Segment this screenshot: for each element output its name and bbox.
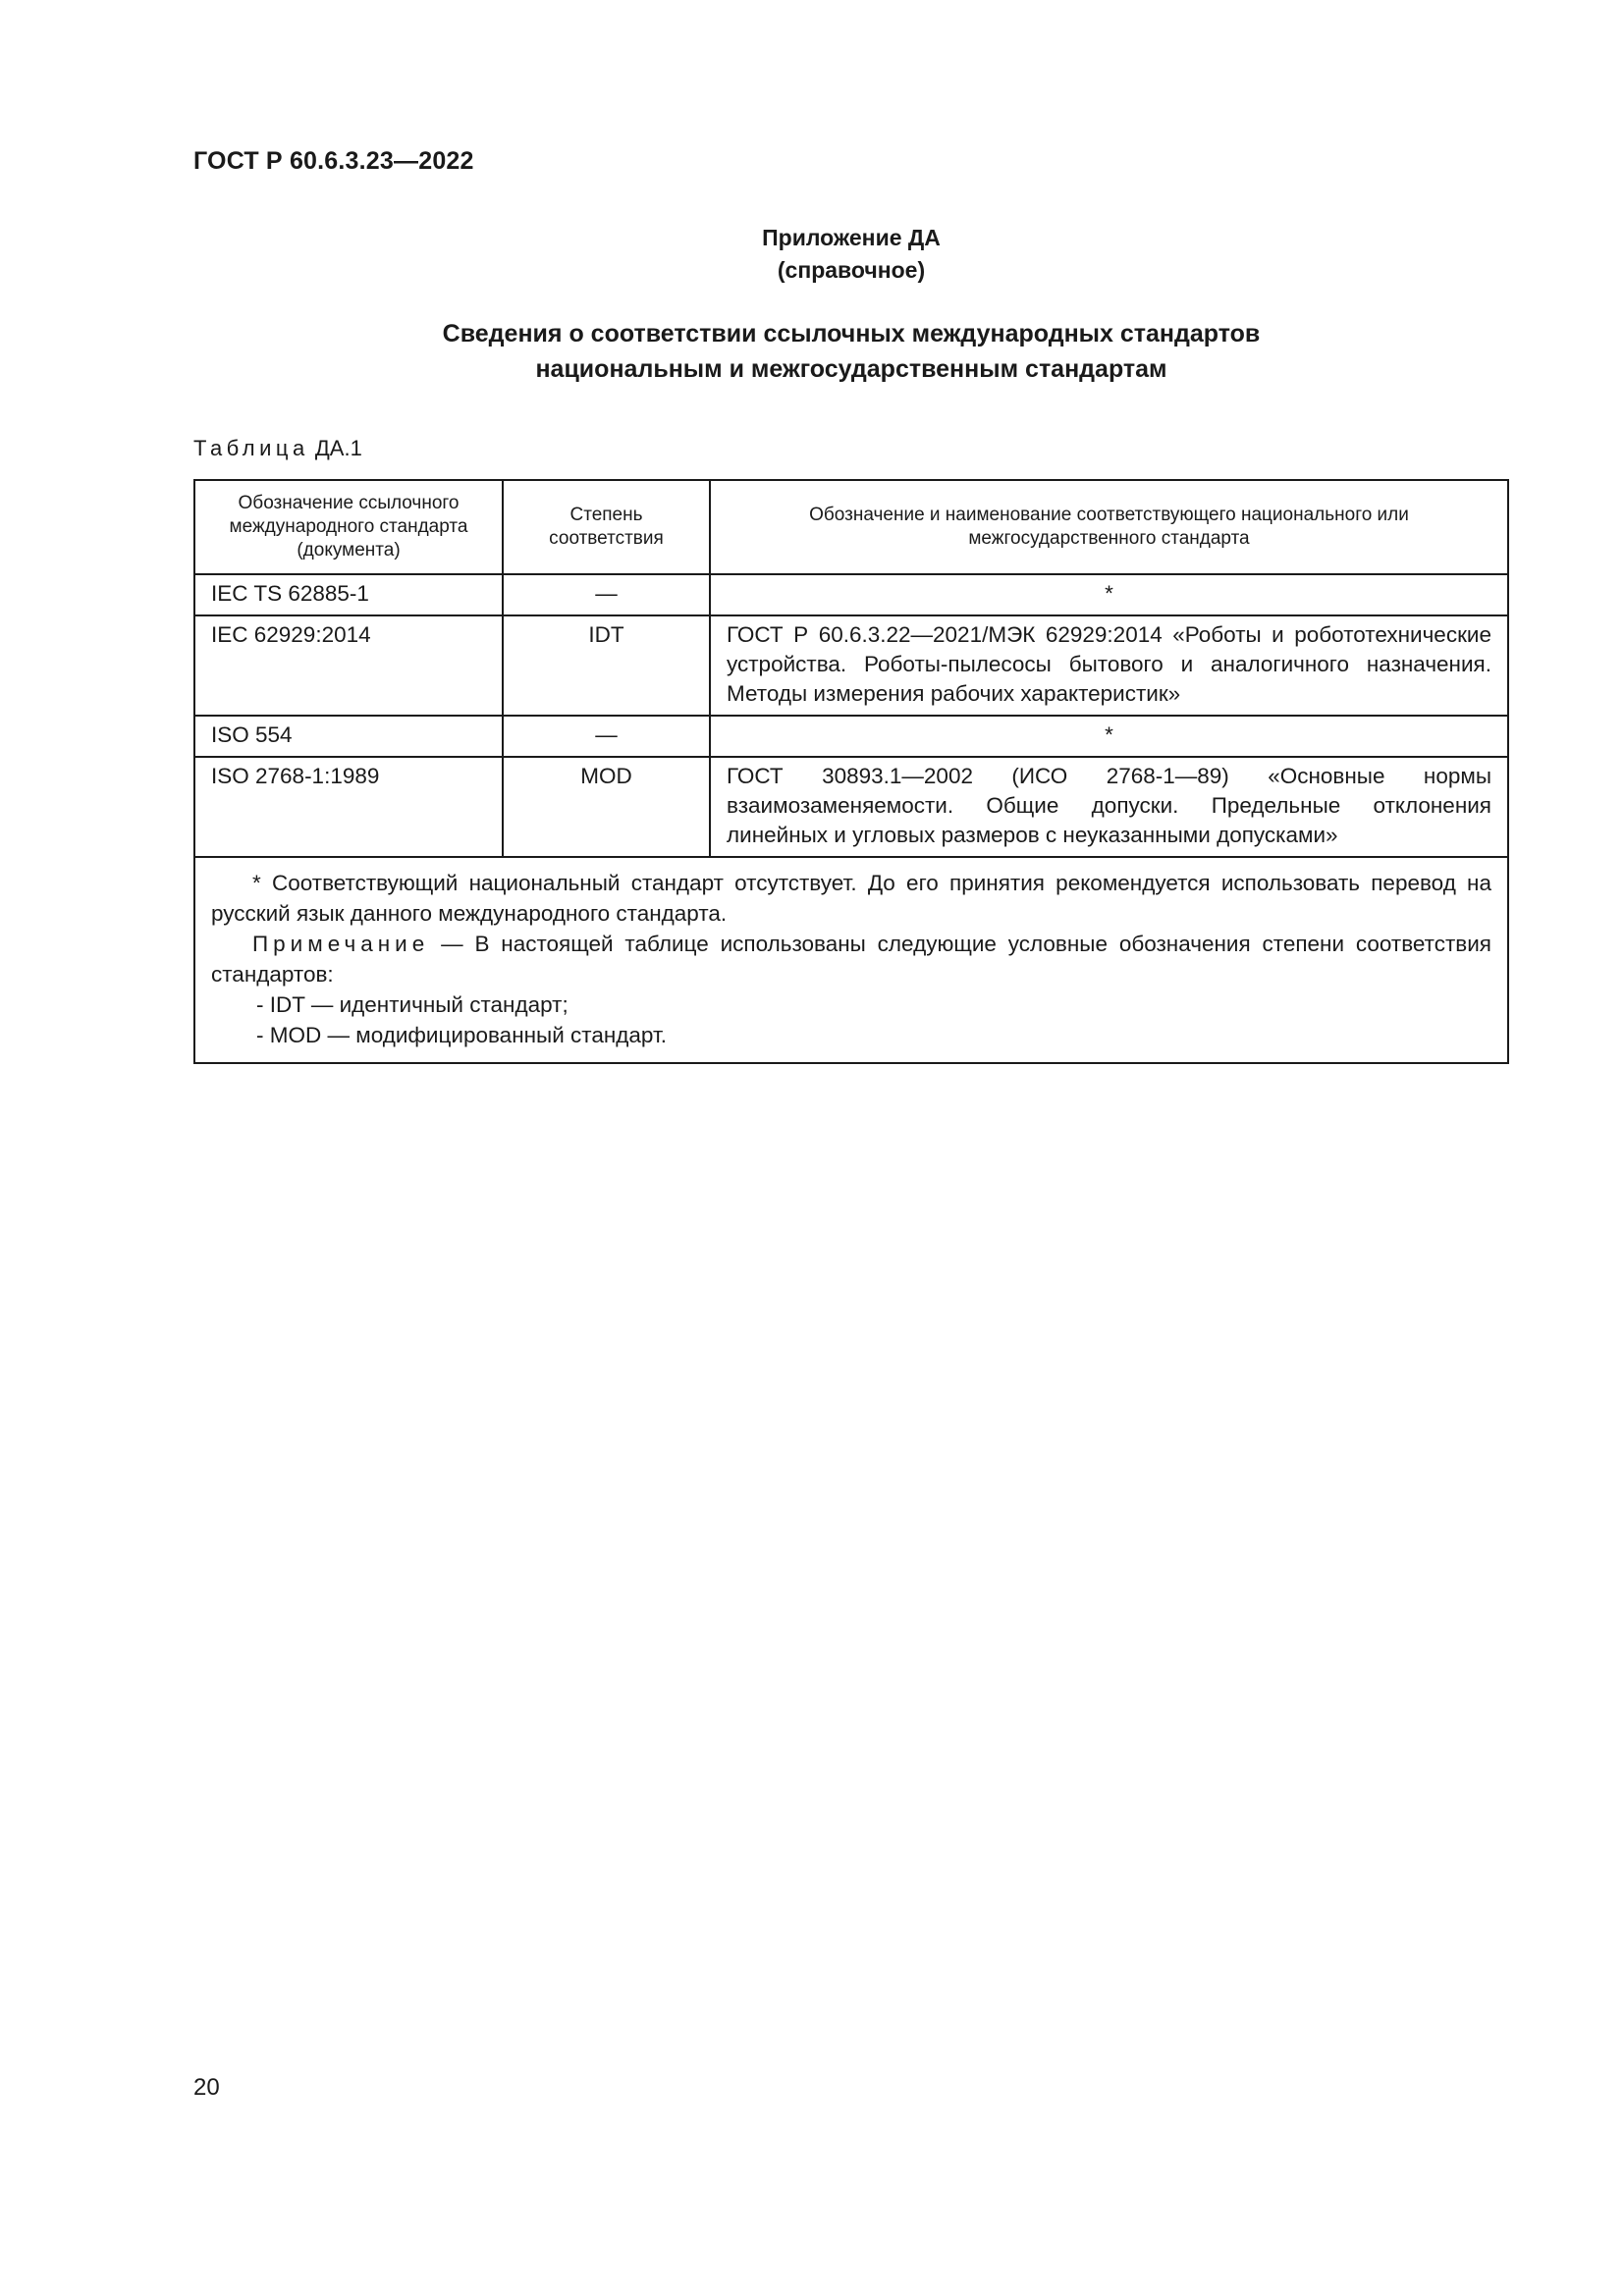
table-header-row <box>194 480 1508 574</box>
header-ref-standard: Обозначение ссылочного международного стандарта (документа) <box>194 480 503 574</box>
table-row <box>194 574 1508 615</box>
page-number: 20 <box>193 2074 220 2101</box>
cell-ref: IEC 62929:2014 <box>194 615 503 716</box>
annex-kind: (справочное) <box>777 257 926 283</box>
table-footnote-row <box>194 857 1508 1063</box>
cell-national: ГОСТ Р 60.6.3.22—2021/МЭК 62929:2014 «Роботы и робототехнические устройства. Роботы-пылесосы бытового и аналогичного назначения. Методы измерения рабочих характеристик» <box>710 615 1508 716</box>
annex-heading-line-1: Сведения о соответствии ссылочных международных стандартов <box>442 320 1261 347</box>
table-row <box>194 615 1508 716</box>
note-word: Примечание <box>252 932 430 956</box>
legend-item: - IDT — идентичный стандарт; <box>256 992 568 1017</box>
cell-degree: — <box>503 716 710 757</box>
table-caption <box>193 436 362 461</box>
footnote-text: * Соответствующий национальный стандарт отсутствует. До его принятия рекомендуется использовать перевод на русский язык данного международного стандарта. <box>211 871 1491 926</box>
cell-ref: IEC TS 62885-1 <box>194 574 503 615</box>
standards-table <box>193 479 1509 1064</box>
cell-degree: IDT <box>503 615 710 716</box>
annex-title: Приложение ДА <box>762 225 941 250</box>
note-text: — В настоящей таблице использованы следующие условные обозначения степени соответствия стандартов: <box>211 932 1491 987</box>
table-caption-word: Таблица <box>193 436 309 460</box>
cell-national: * <box>710 716 1508 757</box>
cell-degree: — <box>503 574 710 615</box>
header-national-standard: Обозначение и наименование соответствующего национального или межгосударственного стандарта <box>710 480 1508 574</box>
cell-national: ГОСТ 30893.1—2002 (ИСО 2768-1—89) «Основные нормы взаимозаменяемости. Общие допуски. Предельные отклонения линейных и угловых размеров с неуказанными допусками» <box>710 757 1508 857</box>
table-note <box>211 929 1491 989</box>
table-caption-number: ДА.1 <box>314 436 362 460</box>
cell-degree: MOD <box>503 757 710 857</box>
cell-ref: ISO 554 <box>194 716 503 757</box>
table-footnote-cell <box>194 857 1508 1063</box>
table-row <box>194 757 1508 857</box>
legend-item: - MOD — модифицированный стандарт. <box>256 1023 668 1047</box>
document-code: ГОСТ Р 60.6.3.23—2022 <box>193 147 474 175</box>
annex-heading-line-2: национальным и межгосударственным стандартам <box>535 355 1167 383</box>
cell-ref: ISO 2768-1:1989 <box>194 757 503 857</box>
table-row <box>194 716 1508 757</box>
header-degree: Степень соответствия <box>503 480 710 574</box>
cell-national: * <box>710 574 1508 615</box>
